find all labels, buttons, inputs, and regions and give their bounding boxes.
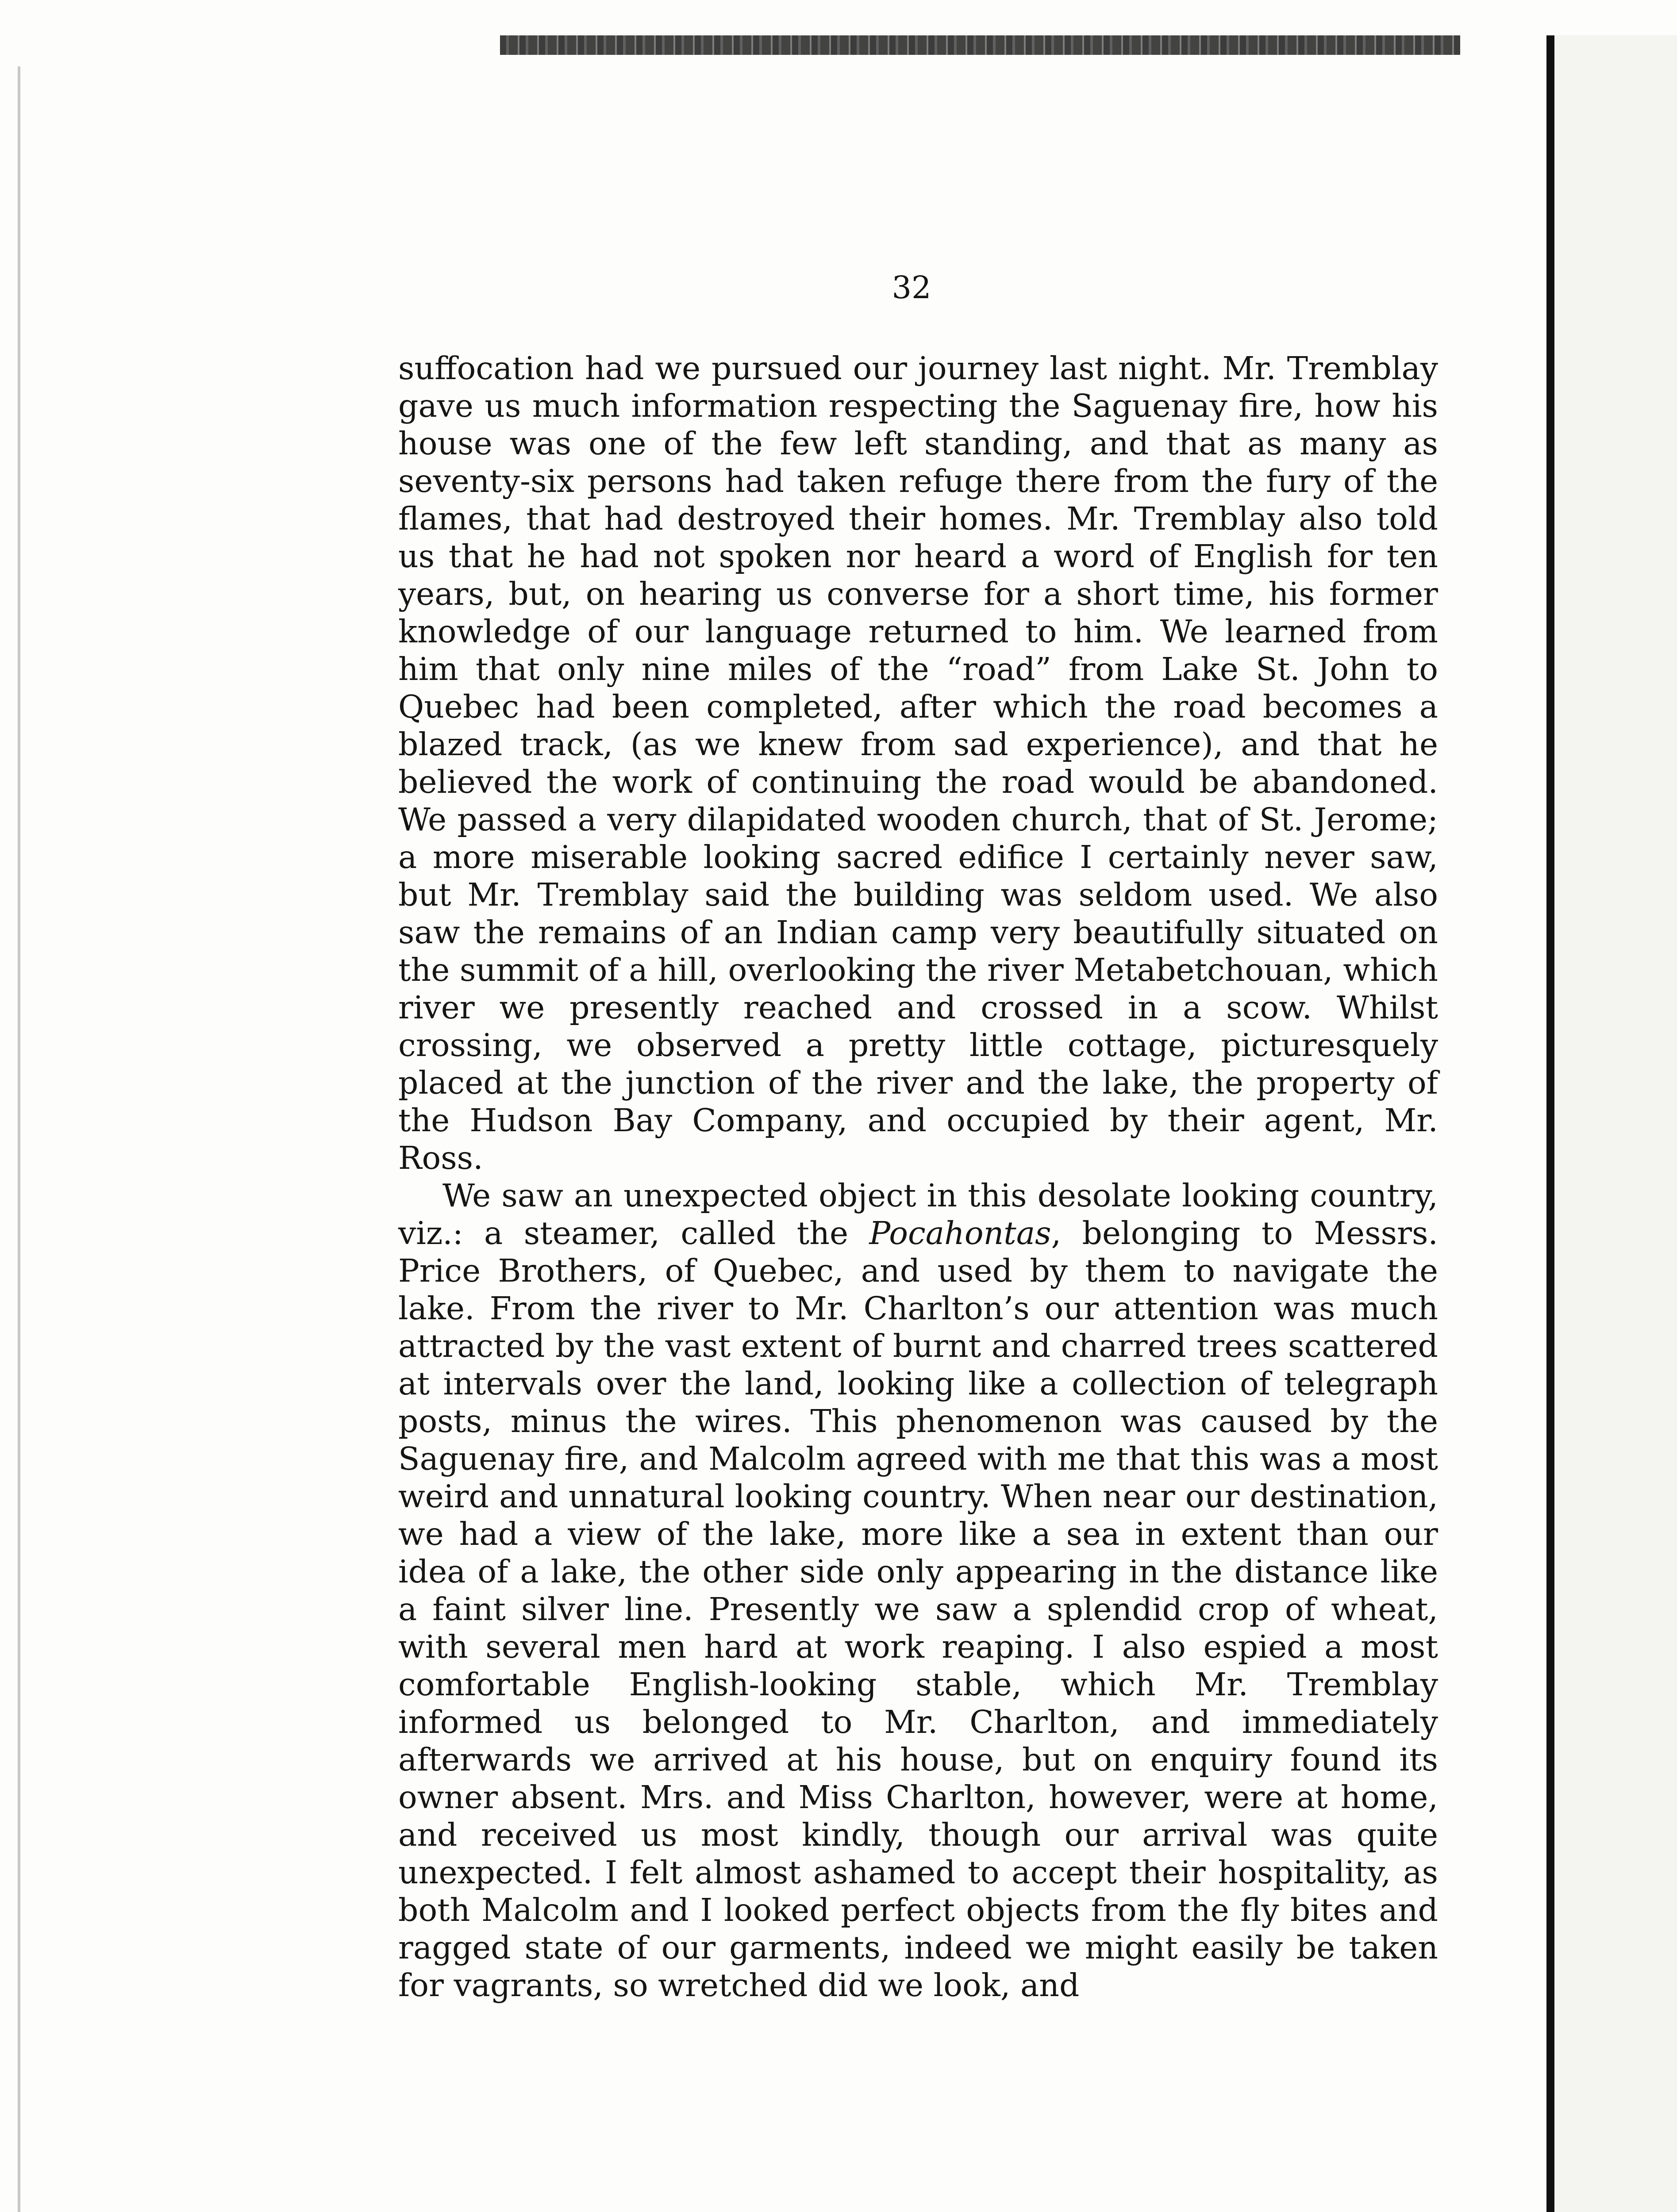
scan-top-edge-artifact bbox=[500, 35, 1460, 55]
paragraph-2 bbox=[398, 1177, 1438, 2004]
paragraph-1 bbox=[398, 349, 1438, 1177]
ship-name: Pocahontas bbox=[869, 1215, 1051, 1252]
paragraph-2-text-start: We saw an unexpected object in this desolate looking country, viz.: a steamer, called the bbox=[398, 1177, 1438, 1252]
scan-right-margin bbox=[1554, 35, 1677, 2212]
scan-left-edge-artifact bbox=[18, 66, 20, 2212]
paragraph-1-text: suffocation had we pursued our journey last night. Mr. Tremblay gave us much information respecting the Saguenay fire, how his house was one of the few left standing, and that as many as seventy-six persons had taken refuge there from the fury of the flames, that had destroyed their homes. Mr. Tremblay also told us that he had not spoken nor heard a word of English for ten years, but, on hearing us converse for a short time, his former knowledge of our language returned to him. We learned from him that only nine miles of the “road” from Lake St. John to Quebec had been completed, after which the road becomes a blazed track, (as we knew from sad experience), and that he believed the work of continuing the road would be abandoned. We passed a very dilapidated wooden church, that of St. Jerome; a more miserable looking sacred edifice I certainly never saw, but Mr. Tremblay said the building was seldom used. We also saw the remains of an Indian camp very beautifully situated on the summit of a hill, overlooking the river Metabetchouan, which river we presently reached and crossed in a scow. Whilst crossing, we observed a pretty little cottage, picturesquely placed at the junction of the river and the lake, the property of the Hudson Bay Company, and occupied by their agent, Mr. Ross. bbox=[398, 350, 1438, 1176]
page-body bbox=[398, 349, 1438, 2004]
paragraph-2-text-end: , belonging to Messrs. Price Brothers, of Quebec, and used by them to navigate the lake. From the river to Mr. Charlton’s our attention was much attracted by the vast extent of burnt and charred trees scattered at intervals over the land, looking like a collection of telegraph posts, minus the wires. This phenomenon was caused by the Saguenay fire, and Malcolm agreed with me that this was a most weird and unnatural looking country. When near our destination, we had a view of the lake, more like a sea in extent than our idea of a lake, the other side only appearing in the distance like a faint silver line. Presently we saw a splendid crop of wheat, with several men hard at work reaping. I also espied a most comfortable English-looking stable, which Mr. Tremblay informed us belonged to Mr. Charlton, and immediately afterwards we arrived at his house, but on enquiry found its owner absent. Mrs. and Miss Charlton, however, were at home, and received us most kindly, though our arrival was quite unexpected. I felt almost ashamed to accept their hospitality, as both Malcolm and I looked perfect objects from the fly bites and ragged state of our garments, indeed we might easily be taken for vagrants, so wretched did we look, and bbox=[398, 1215, 1438, 2004]
scan-right-edge-artifact bbox=[1546, 35, 1554, 2212]
page-number: 32 bbox=[892, 269, 931, 306]
